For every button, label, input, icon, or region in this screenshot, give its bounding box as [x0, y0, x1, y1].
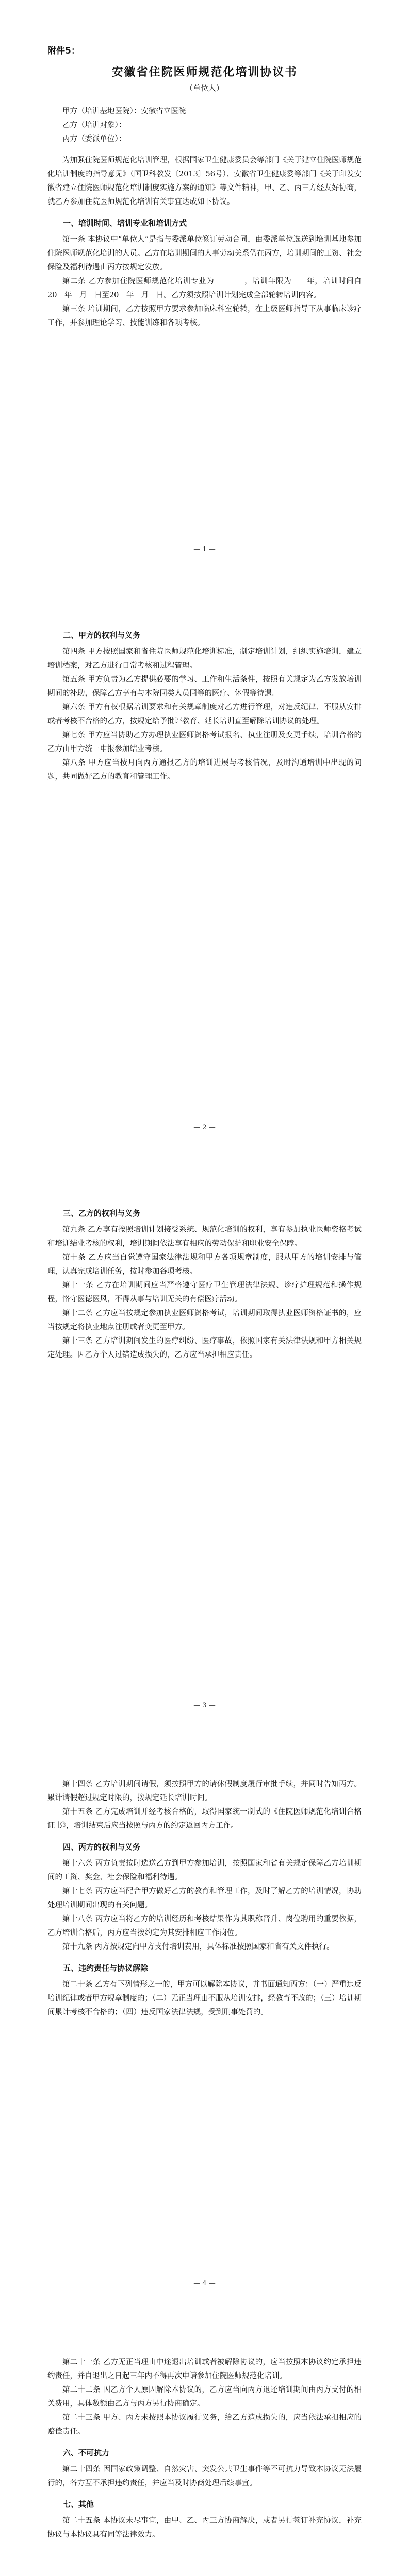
article: 第十四条 乙方培训期间请假，须按照甲方的请休假制度履行审批手续，并同时告知丙方。累计请假超过规定时限的，按规定延长培训时间。: [47, 1780, 362, 1802]
article: 第二十四条 因国家政策调整、自然灾害、突发公共卫生事件等不可抗力导致本协议无法履行的，各方互不承担违约责任，并应当及时协商处理后续事宜。: [47, 2465, 362, 2487]
page-3: [0, 1156, 409, 1734]
party-b: 乙方（培训对象）：: [62, 121, 126, 129]
page-number: — 1 —: [193, 546, 216, 553]
article: 第二条 乙方参加住院医师规范化培训专业为________，培训年限为____年，培训时间自20__年__月__日至20__年__月__日。乙方须按照培训计划完成全部轮转培训内容。: [47, 277, 362, 299]
page-number: — 4 —: [193, 2280, 216, 2287]
article: 第十六条 丙方负责按时选送乙方到甲方参加培训，按照国家和省有关规定保障乙方培训期间的工资、奖金、社会保险和福利待遇。: [47, 1859, 362, 1882]
section-heading: 一、培训时间、培训专业和培训方式: [63, 218, 187, 228]
section-heading: 六、不可抗力: [63, 2448, 110, 2458]
document-title: 安徽省住院医师规范化培训协议书: [111, 65, 298, 79]
article: 第十九条 丙方按规定向甲方支付培训费用，具体标准按照国家和省有关文件执行。: [62, 1943, 334, 1951]
article: 第一条 本协议中“单位人”是指与委派单位签订劳动合同，由委派单位选送到培训基地参加住院医师规范化培训的人员。乙方在培训期间的人事劳动关系仍在丙方，培训期间的工资、社会保险及福利待遇由丙方按规定发放。: [47, 235, 362, 272]
article: 第五条 甲方负责为乙方提供必要的学习、工作和生活条件，按照有关规定为乙方发放培训期间的补助，保障乙方享有与本院同类人员同等的医疗、休假等待遇。: [47, 675, 362, 698]
page-number: — 3 —: [193, 1702, 216, 1709]
article: 第十五条 乙方完成培训并经考核合格的，取得国家统一制式的《住院医师规范化培训合格证书》，培训结束后应当按照与丙方的约定返回丙方工作。: [47, 1808, 362, 1830]
article: 第十八条 丙方应当将乙方的培训经历和考核结果作为其职称晋升、岗位聘用的重要依据，乙方培训合格后，丙方应当按约定为其安排相应工作岗位。: [47, 1915, 362, 1937]
article: 第八条 甲方应当按月向丙方通报乙方的培训进展与考核情况，及时沟通培训中出现的问题，共同做好乙方的教育和管理工作。: [47, 759, 362, 781]
page-1: [0, 0, 409, 578]
section-heading: 三、乙方的权利与义务: [63, 1209, 141, 1218]
article: 第十七条 丙方应当配合甲方做好乙方的教育和管理工作，及时了解乙方的培训情况，协助处理培训期间出现的有关问题。: [47, 1887, 362, 1909]
article: 第四条 甲方按照国家和省住院医师规范化培训标准，制定培训计划，组织实施培训，建立培训档案，对乙方进行日常考核和过程管理。: [47, 648, 362, 670]
article: 第二十二条 因乙方个人原因解除本协议的，乙方应当向丙方退还培训期间由丙方支付的相关费用，具体数额由乙方与丙方另行协商确定。: [47, 2386, 362, 2408]
page-number: — 2 —: [193, 1124, 216, 1131]
section-heading: 五、违约责任与协议解除: [63, 1963, 149, 1973]
article: 第十条 乙方应当自觉遵守国家法律法规和甲方各项规章制度，服从甲方的培训安排与管理，认真完成培训任务，按时参加各项考核。: [47, 1253, 362, 1276]
section-heading: 七、其他: [63, 2500, 94, 2509]
section-heading: 四、丙方的权利与义务: [63, 1842, 141, 1852]
article: 第七条 甲方应当协助乙方办理执业医师资格考试报名、执业注册及变更手续，培训合格的乙方由甲方统一申报参加结业考核。: [47, 731, 362, 753]
section-heading: 二、甲方的权利与义务: [63, 631, 141, 640]
party-a: 甲方（培训基地医院）：安徽省立医院: [62, 107, 186, 115]
page-2: [0, 578, 409, 1156]
article: 第二十一条 乙方无正当理由中途退出培训或者被解除协议的，应当按照本协议约定承担违约责任，并自退出之日起三年内不得再次申请参加住院医师规范化培训。: [47, 2358, 362, 2380]
article: 第九条 乙方享有按照培训计划接受系统、规范化培训的权利，享有参加执业医师资格考试和培训结业考核的权利，培训期间依法享有相应的劳动保护和职业安全保障。: [47, 1226, 362, 1248]
article: 第十二条 乙方应当按规定参加执业医师资格考试，培训期间取得执业医师资格证书的，应当按规定将执业地点注册或者变更至甲方。: [47, 1309, 362, 1331]
article: 第二十三条 甲方、丙方未按照本协议履行义务，给乙方造成损失的，应当依法承担相应的赔偿责任。: [47, 2414, 362, 2436]
article: 第二十条 乙方有下列情形之一的，甲方可以解除本协议，并书面通知丙方：（一）严重违反培训纪律或者甲方规章制度的；（二）无正当理由不服从培训安排，经教育不改的；（三）培训期间累计考核不合格的；（四）违反国家法律法规，受到刑事处罚的。: [47, 1980, 362, 2016]
party-c: 丙方（委派单位）：: [62, 135, 126, 143]
article: 第十三条 乙方培训期间发生的医疗纠纷、医疗事故，依照国家有关法律法规和甲方相关规定处理。因乙方个人过错造成损失的，乙方应当承担相应责任。: [47, 1337, 362, 1359]
article: 第六条 甲方有权根据培训要求和有关规章制度对乙方进行管理，对违反纪律、不服从安排或者考核不合格的乙方，按规定给予批评教育、延长培训直至解除培训协议的处理。: [47, 703, 362, 725]
attachment-label: 附件5：: [47, 46, 80, 56]
document-subtitle: （单位人）: [185, 83, 224, 93]
page-5: [0, 2312, 409, 2576]
page-4: [0, 1734, 409, 2312]
preamble: 为加强住院医师规范化培训管理，根据国家卫生健康委员会等部门《关于建立住院医师规范化培训制度的指导意见》（国卫科教发〔2013〕56号）、安徽省卫生健康委等部门《关于印发安徽省建立住院医师规范化培训制度实施方案的通知》等文件精神，甲、乙、丙三方经友好协商，就乙方参加住院医师规范化培训有关事宜达成如下协议。: [47, 156, 362, 206]
article: 第三条 培训期间，乙方按照甲方要求参加临床科室轮转，在上级医师指导下从事临床诊疗工作，并参加理论学习、技能训练和各项考核。: [47, 305, 362, 327]
article: 第十一条 乙方在培训期间应当严格遵守医疗卫生管理法律法规、诊疗护理规范和操作规程，恪守医德医风，不得从事与培训无关的有偿医疗活动。: [47, 1281, 362, 1303]
article: 第二十五条 本协议未尽事宜，由甲、乙、丙三方协商解决，或者另行签订补充协议，补充协议与本协议具有同等法律效力。: [47, 2517, 362, 2539]
